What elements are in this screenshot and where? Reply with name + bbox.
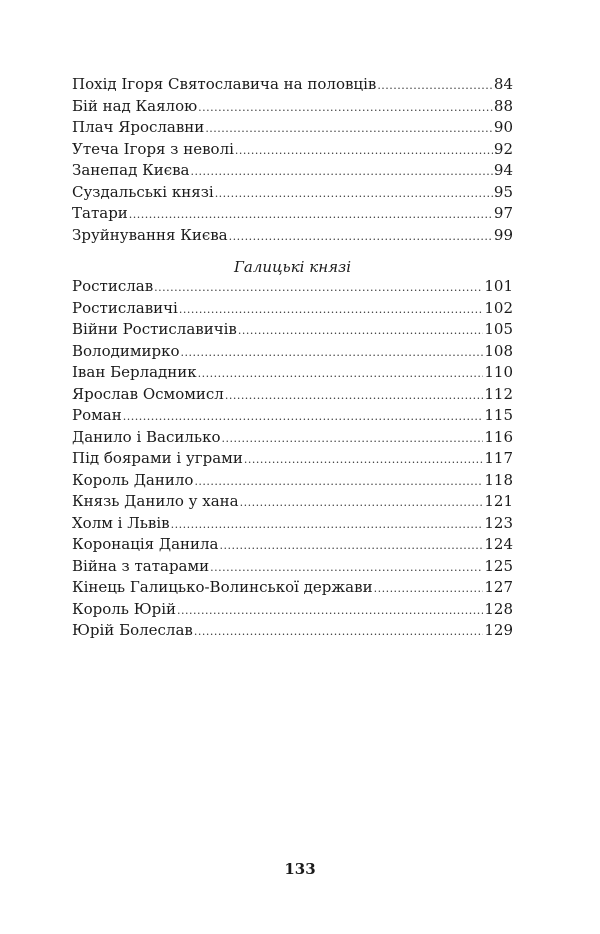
- toc-entry-title: Роман: [72, 406, 122, 424]
- toc-entry-page: 108: [484, 341, 513, 360]
- toc-entry-page: 99: [493, 225, 513, 244]
- page-number: 133: [284, 860, 316, 878]
- dot-leader: [377, 75, 493, 97]
- toc-entry-title: Плач Ярославни: [72, 118, 205, 136]
- toc-entry-title: Зруйнування Києва: [72, 225, 228, 244]
- toc-entry: [72, 319, 513, 341]
- toc-entry-title: Кінець Галицько-Волинської держави: [72, 578, 373, 596]
- toc-entry: [72, 203, 513, 225]
- toc-entry-page: 121: [484, 492, 513, 510]
- toc-list-galician: [72, 276, 513, 642]
- toc-entry: [72, 577, 513, 599]
- toc-entry-page: 95: [493, 182, 513, 201]
- toc-entry-title: Війна з татарами: [72, 556, 210, 575]
- dot-leader: [171, 514, 484, 536]
- dot-leader: [238, 320, 483, 342]
- dot-leader: [198, 363, 484, 385]
- toc-entry: [72, 160, 513, 182]
- dot-leader: [222, 428, 484, 450]
- toc-entry-page: 127: [484, 578, 513, 596]
- toc-entry-page: 88: [493, 96, 513, 115]
- toc-entry: [72, 620, 513, 642]
- toc-entry-page: 129: [484, 621, 513, 639]
- toc-entry: [72, 74, 513, 96]
- toc-entry-title: Король Юрій: [72, 599, 177, 618]
- toc-entry-page: 125: [484, 556, 513, 575]
- toc-entry-title: Іван Берладник: [72, 363, 197, 381]
- dot-leader: [198, 97, 493, 119]
- toc-entry-title: Татари: [72, 204, 128, 222]
- toc-entry-page: 92: [493, 139, 513, 158]
- toc-entry: [72, 362, 513, 384]
- toc-entry-page: 110: [484, 363, 513, 381]
- toc-entry: [72, 298, 513, 320]
- toc-entry: [72, 182, 513, 204]
- toc-entry-title: Утеча Ігоря з неволі: [72, 139, 234, 158]
- toc-entry: [72, 556, 513, 578]
- dot-leader: [194, 621, 484, 643]
- dot-leader: [179, 299, 484, 321]
- dot-leader: [374, 578, 484, 600]
- toc-list-top: [72, 74, 513, 246]
- toc-entry-title: Коронація Данила: [72, 535, 219, 553]
- toc-entry-title: Князь Данило у хана: [72, 492, 239, 510]
- toc-entry-title: Холм і Львів: [72, 513, 170, 532]
- toc-entry-title: Король Данило: [72, 470, 194, 489]
- toc-entry-page: 105: [484, 320, 513, 338]
- dot-leader: [194, 471, 483, 493]
- section-heading: Галицькі князі: [234, 258, 351, 276]
- toc-entry-page: 102: [484, 298, 513, 317]
- toc-entry: [72, 384, 513, 406]
- toc-entry: [72, 513, 513, 535]
- toc-entry: [72, 96, 513, 118]
- toc-entry: [72, 448, 513, 470]
- toc-entry-page: 90: [493, 118, 513, 136]
- toc-entry: [72, 117, 513, 139]
- dot-leader: [154, 277, 483, 299]
- toc-entry-page: 117: [484, 449, 513, 467]
- toc-entry: [72, 491, 513, 513]
- toc-entry-title: Володимирко: [72, 341, 180, 360]
- toc-entry: [72, 534, 513, 556]
- toc-entry-page: 97: [493, 204, 513, 222]
- toc-entry-page: 128: [484, 599, 513, 618]
- dot-leader: [205, 118, 493, 140]
- dot-leader: [215, 183, 493, 205]
- toc-entry: [72, 599, 513, 621]
- toc-entry-page: 116: [484, 427, 513, 446]
- toc-entry-page: 118: [484, 470, 513, 489]
- toc-entry-title: Війни Ростиславичів: [72, 320, 237, 338]
- toc-entry-page: 84: [493, 75, 513, 93]
- toc-entry: [72, 341, 513, 363]
- toc-entry-page: 112: [484, 384, 513, 403]
- toc-entry-title: Під боярами і уграми: [72, 449, 243, 467]
- toc-entry-title: Ростиславичі: [72, 298, 178, 317]
- toc-entry-title: Похід Ігоря Святославича на половців: [72, 75, 377, 93]
- toc-entry-title: Юрій Болеслав: [72, 621, 193, 639]
- toc-entry-title: Суздальські князі: [72, 182, 214, 201]
- toc-entry-page: 124: [484, 535, 513, 553]
- toc-entry: [72, 139, 513, 161]
- toc-entry-title: Ярослав Осмомисл: [72, 384, 224, 403]
- toc-entry: [72, 276, 513, 298]
- toc-entry-page: 101: [484, 277, 513, 295]
- toc-entry-page: 115: [484, 406, 513, 424]
- dot-leader: [210, 557, 483, 579]
- dot-leader: [220, 535, 484, 557]
- toc-entry: [72, 225, 513, 247]
- toc-entry-page: 94: [493, 161, 513, 179]
- dot-leader: [244, 449, 484, 471]
- dot-leader: [177, 600, 483, 622]
- toc-entry-title: Данило і Василько: [72, 427, 221, 446]
- dot-leader: [240, 492, 484, 514]
- toc-entry: [72, 405, 513, 427]
- toc-entry-title: Бій над Каялою: [72, 96, 198, 115]
- toc-entry-title: Ростислав: [72, 277, 154, 295]
- dot-leader: [235, 140, 493, 162]
- dot-leader: [181, 342, 484, 364]
- toc-entry: [72, 470, 513, 492]
- dot-leader: [123, 406, 484, 428]
- toc-entry: [72, 427, 513, 449]
- toc-entry-page: 123: [484, 513, 513, 532]
- dot-leader: [229, 226, 493, 248]
- dot-leader: [129, 204, 493, 226]
- toc-entry-title: Занепад Києва: [72, 161, 190, 179]
- dot-leader: [191, 161, 493, 183]
- dot-leader: [225, 385, 484, 407]
